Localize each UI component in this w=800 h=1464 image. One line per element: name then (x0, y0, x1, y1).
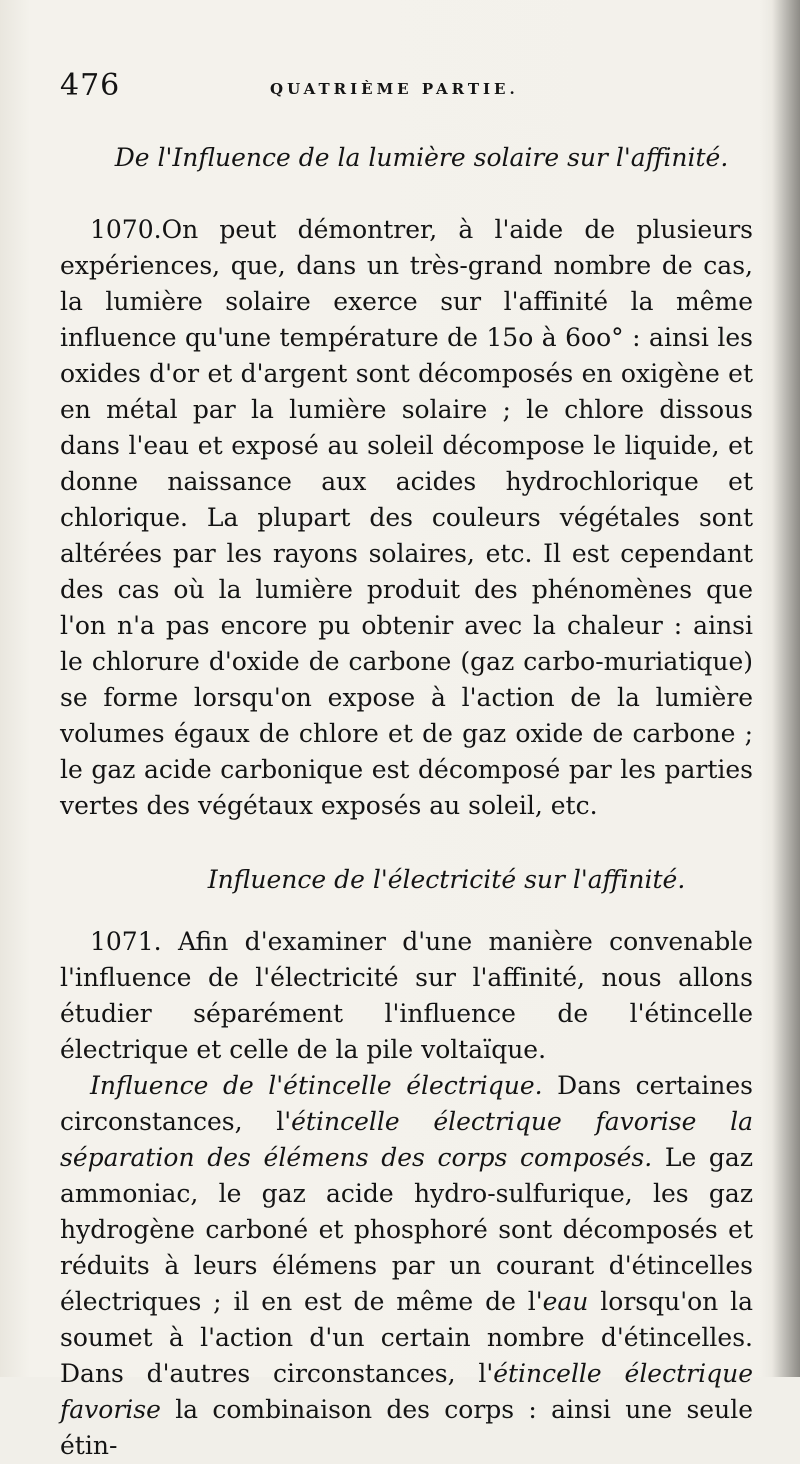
paragraph-1070 (60, 212, 753, 824)
text-run: Dans certaines circonstances, l' (60, 1071, 753, 1136)
italic-run: étincelle électrique favorise (60, 1359, 753, 1424)
page-body (60, 140, 753, 1464)
section-heading-light: De l'Influence de la lumière solaire sur l'affinité. (114, 143, 729, 172)
italic-run: eau (542, 1287, 589, 1316)
sub-heading-spark: Influence de l'étincelle électrique. (90, 1071, 543, 1100)
text-run: Le gaz ammoniac, le gaz acide hydro-sulfurique, les gaz hydrogène carboné et phosphoré sont décomposés et réduits à leurs élémens par un courant d'étincelles électriques ; il en est de même de l' (60, 1143, 754, 1316)
paragraph-text: On peut démontrer, à l'aide de plusieurs expériences, que, dans un très-grand nombre de cas, la lumière solaire exerce sur l'affinité la même influence qu'une température de 15o à 6oo° : ainsi les oxides d'or et d'argent sont décomposés en oxigène et en métal par la lumière solaire ; le chlore dissous dans l'eau et exposé au soleil décompose le liquide, et donne naissance aux acides hydrochlorique et chlorique. La plupart des couleurs végétales sont altérées par les rayons solaires, etc. Il est cependant des cas où la lumière produit des phénomènes que l'on n'a pas encore pu obtenir avec la chaleur : ainsi le chlorure d'oxide de carbone (gaz carbo-muriatique) se forme lorsqu'on expose à l'action de la lumière volumes égaux de chlore et de gaz oxide de carbone ; le gaz acide carbonique est décomposé par les parties vertes des végétaux exposés au soleil, etc. (60, 215, 753, 820)
text-run: la combinaison des corps : ainsi une seule étin- (60, 1395, 753, 1460)
section-heading-electricity: Influence de l'électricité sur l'affinité. (207, 865, 686, 894)
text-run: lorsqu'on la soumet à l'action d'un certain nombre d'étincelles. Dans d'autres circonstances, l' (60, 1287, 753, 1388)
paragraph-1071 (60, 924, 753, 1068)
paragraph-number: 1070. (90, 215, 162, 244)
paragraph-text: Afin d'examiner d'une manière convenable l'influence de l'électricité sur l'affinité, nous allons étudier séparément l'influence de l'étincelle électrique et celle de la pile voltaïque. (60, 927, 753, 1064)
paragraph-number: 1071. (90, 927, 162, 956)
spine-shadow (772, 0, 800, 1377)
page-header (60, 68, 760, 108)
italic-run: étincelle électrique favorise la séparation des élémens des corps composés. (60, 1107, 753, 1172)
page-number: 476 (60, 68, 121, 103)
running-head: QUATRIÈME PARTIE. (270, 80, 519, 98)
paragraph-spark (60, 1068, 753, 1464)
